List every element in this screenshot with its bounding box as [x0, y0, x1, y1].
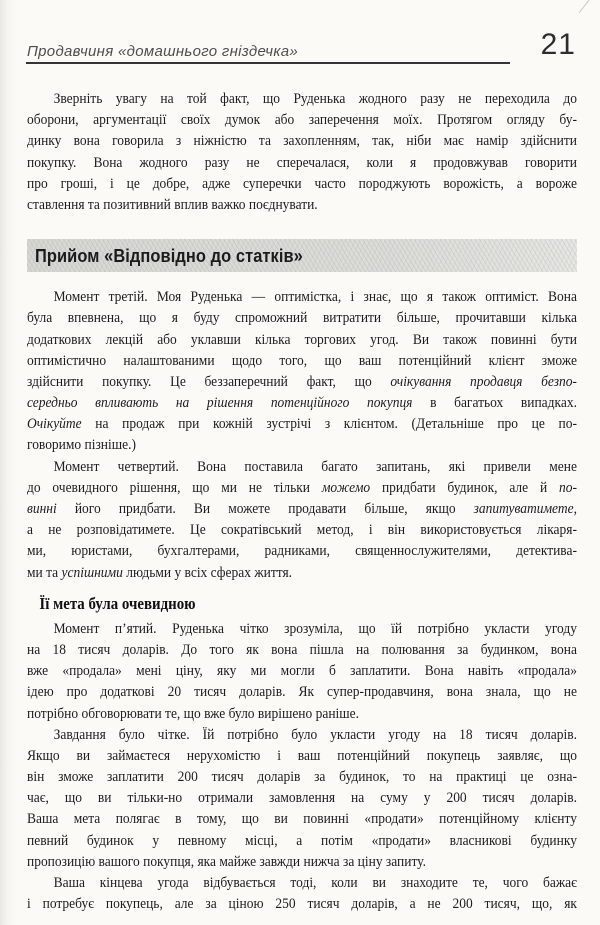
paragraph [27, 872, 577, 914]
text-line: ми, юристами, бухгалтерами, радниками, священнослужителями, детектива- [27, 542, 577, 560]
text-line: на 18 тисяч доларів. До того як вона пішла на полювання за будинком, вона [27, 640, 577, 658]
text-line: ідею про додаткові 20 тисяч доларів. Як супер-продавчиня, вона знала, що не [27, 683, 577, 701]
text-line: про гроші, і це добре, адже суперечки часто породжують ворожість, а вороже [27, 174, 577, 192]
paragraph [27, 724, 577, 872]
text-line: Зверніть увагу на той факт, що Руденька жодного разу не переходила до [53, 90, 577, 107]
text-line: оборони, аргументації своїх думок або заперечення моїх. Протягом огляду бу- [27, 111, 577, 129]
paragraph [27, 88, 577, 215]
text-line: певний будинок у певному місці, а потім «продати» власникові будинку [27, 831, 577, 849]
text-line: оптимістично налаштованими щодо того, що ваш потенційний клієнт зможе [27, 351, 577, 369]
text-line: здійснити покупку. Це беззаперечний факт, що очікування продавця безпо- [27, 372, 577, 390]
text-line: пропозицію вашого покупця, яка майже завжди нижча за ціну запиту. [27, 852, 426, 870]
text-line: динку вона говорила з ніжністю та захопленням, так, ніби має намір здійснити [27, 132, 577, 150]
subheading: Її мета була очевидною [39, 593, 196, 613]
page-number: 21 [540, 28, 576, 61]
page-header [27, 43, 576, 63]
section-heading-bar [27, 239, 577, 272]
text-line: Момент п’ятий. Руденька чітко зрозуміла, що їй потрібно укласти угоду [53, 619, 577, 637]
text-line: ставлення та позитивний вплив важко поєднувати. [27, 195, 318, 213]
page-body [27, 88, 577, 914]
text-line: Момент третій. Моя Руденька — оптимістка, і знає, що я також оптиміст. Вона [53, 288, 577, 306]
running-title: Продавчиня «домашнього гніздечка» [27, 43, 299, 60]
text-line: Ваша мета полягає в тому, що ви повинні «продати» потенційному клієнту [27, 810, 577, 828]
text-line: чає, що ви тільки-но отримали замовлення на суму у 200 тисяч доларів. [27, 789, 577, 807]
text-line: Якщо ви займаєтеся нерухомістю і ваш потенційний покупець заявляє, що [27, 746, 577, 764]
paragraph [27, 286, 577, 456]
text-line: і потребує покупець, але за ціною 250 тисяч доларів, а не 200 тисяч, що, як [27, 895, 577, 913]
scan-artifact [579, 0, 590, 13]
text-line: Ваша кінцева угода відбувається тоді, коли ви знаходите те, чого бажає [53, 874, 577, 891]
paragraph [27, 456, 577, 583]
header-rule [26, 62, 510, 64]
text-line: говоримо пізніше.) [27, 436, 136, 454]
text-line: була впевнена, що я буду спроможний витратити більше, прочитавши кілька [27, 309, 577, 327]
paragraph [27, 618, 577, 724]
text-line: Завдання було чітке. Їй потрібно було укласти угоду на 18 тисяч доларів. [53, 725, 577, 743]
text-line: Очікуйте на продаж при кожній зустрічі з клієнтом. (Детальніше про це по- [27, 415, 577, 433]
text-line: винні його придбати. Ви можете продавати більше, якщо запитуватимете, [27, 500, 577, 517]
text-line: ми та успішними людьми у всіх сферах життя. [27, 563, 293, 581]
section-heading-label: Прийом «Відповідно до статків» [34, 245, 303, 267]
text-line: Момент четвертий. Вона поставила багато запитань, які привели мене [53, 457, 577, 475]
text-line: вже «продала» мені ціну, яку ми могли б заплатити. Вона навіть «продала» [27, 662, 577, 680]
text-line: покупку. Вона жодного разу не сперечалася, коли я продовжував говорити [27, 153, 577, 171]
text-line: додаткових лекцій або уклавши кілька торгових угод. Ви також повинні бути [27, 330, 577, 348]
text-line: до очевидного рішення, що ми не тільки можемо придбати будинок, але й по- [27, 478, 577, 496]
text-line: потрібно обговорювати те, що вже було вирішено раніше. [27, 704, 360, 722]
text-line: він зможе заплатити 200 тисяч доларів за будинок, то на практиці це озна- [27, 768, 577, 786]
text-line: середньо впливають на рішення потенційного покупця в багатьох випадках. [27, 394, 577, 412]
text-line: а не розповідатимете. Це сократівський метод, і він використовується лікаря- [27, 521, 577, 539]
